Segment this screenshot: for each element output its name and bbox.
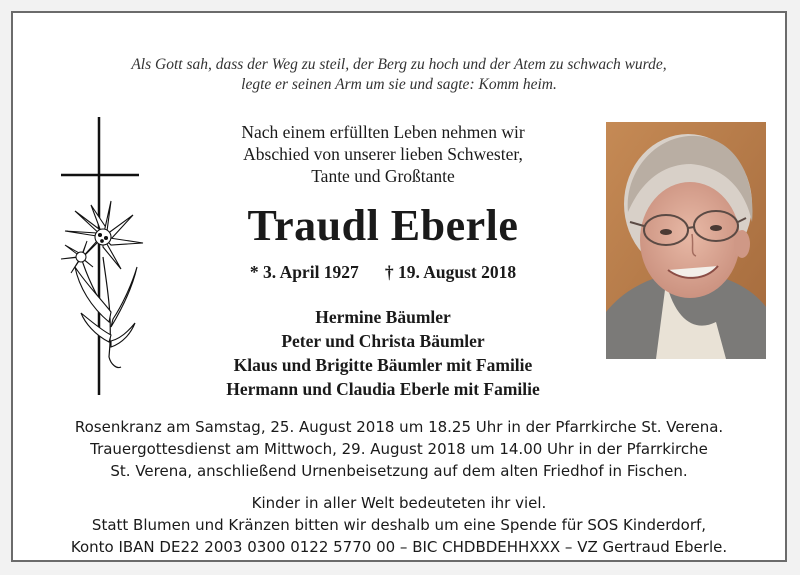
quote-line: legte er seinen Arm um sie und sagte: Komm heim. [241, 76, 557, 93]
intro-text [173, 121, 593, 187]
memorial-quote [13, 55, 785, 95]
service-info [13, 416, 785, 482]
intro-line: Abschied von unserer lieben Schwester, [243, 144, 523, 164]
death-date: † 19. August 2018 [384, 262, 517, 282]
donation-line: Konto IBAN DE22 2003 0300 0122 5770 00 – BIC CHDBDEHHXXX – VZ Gertraud Eberle. [70, 538, 728, 556]
service-info-line: St. Verena, anschließend Urnenbeisetzung auf dem alten Friedhof in Fischen. [110, 462, 688, 480]
mourner-entry: Peter und Christa Bäumler [281, 331, 485, 351]
intro-line: Nach einem erfüllten Leben nehmen wir [241, 122, 525, 142]
obituary-notice [11, 11, 787, 562]
quote-line: Als Gott sah, dass der Weg zu steil, der Berg zu hoch und der Atem zu schwach wurde, [131, 56, 667, 73]
deceased-name: Traudl Eberle [247, 201, 519, 250]
intro-line: Tante und Großtante [311, 166, 455, 186]
cross-with-edelweiss [51, 117, 151, 397]
donation-line: Statt Blumen und Kränzen bitten wir deshalb um eine Spende für SOS Kinderdorf, [91, 516, 707, 534]
mourners-list [163, 305, 603, 401]
birth-date: * 3. April 1927 [249, 262, 359, 282]
service-info-line: Rosenkranz am Samstag, 25. August 2018 um 18.25 Uhr in der Pfarrkirche St. Verena. [74, 418, 724, 436]
cross-icon [51, 117, 151, 397]
mourner-entry: Hermann und Claudia Eberle mit Familie [226, 379, 540, 399]
mourner-entry: Hermine Bäumler [315, 307, 451, 327]
mourner-entry: Klaus und Brigitte Bäumler mit Familie [233, 355, 533, 375]
life-dates [173, 261, 593, 283]
donation-request [13, 492, 785, 558]
portrait-photo [606, 122, 766, 359]
donation-line: Kinder in aller Welt bedeuteten ihr viel. [251, 494, 547, 512]
service-info-line: Trauergottesdienst am Mittwoch, 29. August 2018 um 14.00 Uhr in der Pfarrkirche [90, 440, 708, 458]
